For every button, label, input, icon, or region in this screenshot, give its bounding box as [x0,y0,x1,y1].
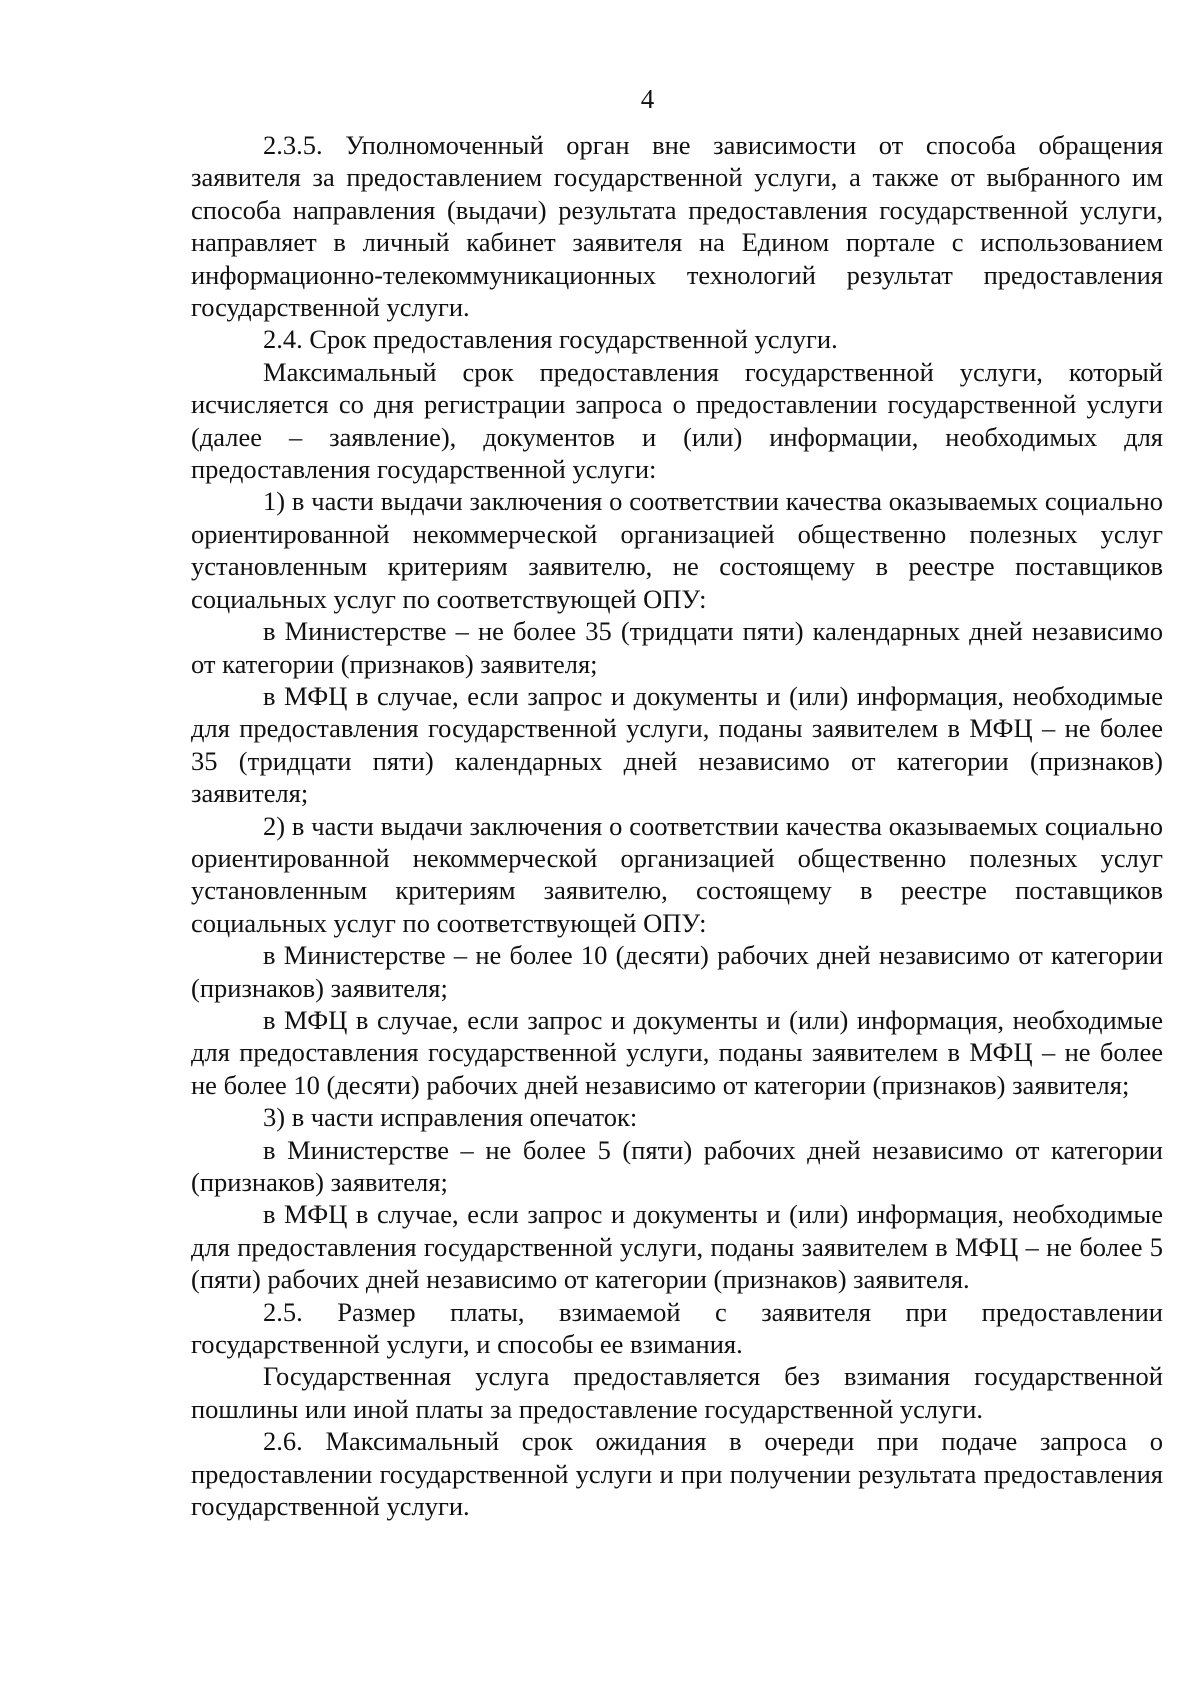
paragraph-2-6-heading: 2.6. Максимальный срок ожидания в очереди при подаче запроса о предоставлении государственной услуги и при получении результата предоставления государственной услуги. [191,1426,1163,1522]
paragraph-2-4-heading: 2.4. Срок предоставления государственной услуги. [263,324,838,355]
paragraph-item-2-mfc: в МФЦ в случае, если запрос и документы и (или) информация, необходимые для предоставления государственной услуги, поданы заявителем в МФЦ – не более не более 10 (десяти) рабочих дней независимо от категории (признаков) заявителя; [191,1004,1163,1100]
paragraph-2-5-heading: 2.5. Размер платы, взимаемой с заявителя при предоставлении государственной услуги, и способы ее взимания. [191,1296,1163,1360]
paragraph-fee-free: Государственная услуга предоставляется без взимания государственной пошлины или иной платы за предоставление государственной услуги. [191,1361,1163,1424]
paragraph-item-2: 2) в части выдачи заключения о соответствии качества оказываемых социально ориентированной некоммерческой организацией общественно полезных услуг установленным критериям заявителю, состоящему в реестре поставщиков социальных услуг по соответствующей ОПУ: [191,810,1163,938]
paragraph-item-3-ministry: в Министерстве – не более 5 (пяти) рабочих дней независимо от категории (признаков) заявителя; [191,1134,1163,1197]
paragraph-item-1-ministry: в Министерстве – не более 35 (тридцати пяти) календарных дней независимо от категории (признаков) заявителя; [191,616,1163,679]
page-number: 4 [640,84,655,114]
paragraph-item-2-ministry: в Министерстве – не более 10 (десяти) рабочих дней независимо от категории (признаков) заявителя; [191,940,1163,1003]
document-body [191,129,1163,1522]
paragraph-item-1: 1) в части выдачи заключения о соответствии качества оказываемых социально ориентированной некоммерческой организацией общественно полезных услуг установленным критериям заявителю, не состоящему в реестре поставщиков социальных услуг по соответствующей ОПУ: [191,486,1163,614]
paragraph-max-term: Максимальный срок предоставления государственной услуги, который исчисляется со дня регистрации запроса о предоставлении государственной услуги (далее – заявление), документов и (или) информации, необходимых для предоставления государственной услуги: [191,356,1163,485]
paragraph-2-3-5: 2.3.5. Уполномоченный орган вне зависимости от способа обращения заявителя за предоставлением государственной услуги, а также от выбранного им способа направления (выдачи) результата предоставления государственной услуги, направляет в личный кабинет заявителя на Едином портале с использованием информационно-телекоммуникационных технологий результат предоставления государственной услуги. [191,130,1163,323]
paragraph-item-3-mfc: в МФЦ в случае, если запрос и документы и (или) информация, необходимые для предоставления государственной услуги, поданы заявителем в МФЦ – не более 5 (пяти) рабочих дней независимо от категории (признаков) заявителя. [191,1199,1163,1295]
paragraph-item-3: 3) в части исправления опечаток: [263,1102,638,1133]
paragraph-item-1-mfc: в МФЦ в случае, если запрос и документы и (или) информация, необходимые для предоставления государственной услуги, поданы заявителем в МФЦ – не более 35 (тридцати пяти) календарных дней независимо от категории (признаков) заявителя; [191,680,1163,809]
